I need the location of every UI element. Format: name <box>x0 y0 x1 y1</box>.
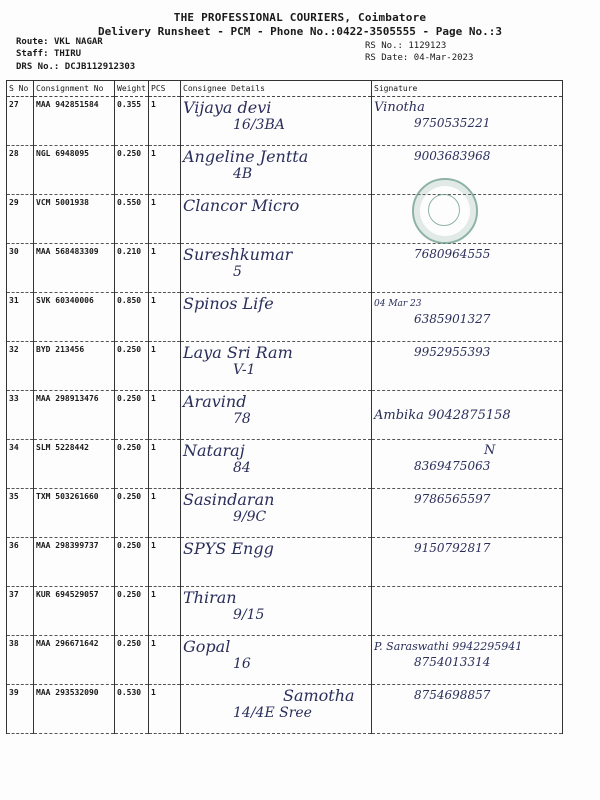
signature-cell <box>372 391 563 440</box>
consignee-name: Spinos Life <box>183 294 274 313</box>
pcs-cell: 1 <box>149 195 181 244</box>
signature-cell <box>372 244 563 293</box>
consignment-cell: MAA 298913476 <box>34 391 115 440</box>
signature-phone: 9750535221 <box>414 116 491 130</box>
consignment-cell: SVK 60340006 <box>34 293 115 342</box>
table-row <box>7 342 563 391</box>
pcs-cell: 1 <box>149 538 181 587</box>
signature-cell <box>372 440 563 489</box>
consignee-cell <box>181 97 372 146</box>
rs-no-line <box>365 41 446 51</box>
sno-cell: 35 <box>7 489 34 538</box>
sno-cell: 34 <box>7 440 34 489</box>
consignment-cell: MAA 298399737 <box>34 538 115 587</box>
col-pcs: PCS <box>149 81 181 97</box>
pcs-cell: 1 <box>149 244 181 293</box>
weight-cell: 0.550 <box>115 195 149 244</box>
pcs-cell: 1 <box>149 97 181 146</box>
signature-cell <box>372 489 563 538</box>
consignee-address: 9/15 <box>233 607 265 623</box>
sno-cell: 29 <box>7 195 34 244</box>
sno-cell: 33 <box>7 391 34 440</box>
table-row <box>7 146 563 195</box>
signature-phone: 9786565597 <box>414 492 491 506</box>
route-line <box>16 37 103 47</box>
consignee-name: Aravind <box>183 392 247 411</box>
table-row <box>7 293 563 342</box>
consignee-name: Samotha <box>283 686 355 705</box>
staff-line <box>16 49 81 59</box>
weight-cell: 0.250 <box>115 636 149 685</box>
sno-cell: 32 <box>7 342 34 391</box>
table-row <box>7 587 563 636</box>
drs-line <box>16 62 135 72</box>
table-header-row <box>7 81 563 97</box>
table-row <box>7 244 563 293</box>
consignment-cell: BYD 213456 <box>34 342 115 391</box>
staff-value: THIRU <box>53 49 82 59</box>
weight-cell: 0.250 <box>115 146 149 195</box>
weight-cell: 0.250 <box>115 391 149 440</box>
table-row <box>7 391 563 440</box>
consignee-cell <box>181 538 372 587</box>
col-signature: Signature <box>372 81 563 97</box>
signature-phone: 9952955393 <box>414 345 491 359</box>
pcs-cell: 1 <box>149 342 181 391</box>
company-seal-stamp <box>412 178 478 244</box>
signature-text: P. Saraswathi 9942295941 <box>374 640 523 653</box>
consignment-cell: NGL 6948095 <box>34 146 115 195</box>
weight-cell: 0.250 <box>115 342 149 391</box>
weight-cell: 0.355 <box>115 97 149 146</box>
rs-no-label: RS No.: <box>365 41 403 51</box>
consignee-address: 4B <box>233 166 253 182</box>
col-consignment: Consignment No <box>34 81 115 97</box>
table-row <box>7 636 563 685</box>
consignment-cell: MAA 296671642 <box>34 636 115 685</box>
sno-cell: 39 <box>7 685 34 734</box>
sno-cell: 28 <box>7 146 34 195</box>
signature-text: Ambika 9042875158 <box>374 408 511 423</box>
table-row <box>7 685 563 734</box>
consignee-address: 9/9C <box>233 509 267 525</box>
route-label: Route: <box>16 37 49 47</box>
signature-phone: 9003683968 <box>414 149 491 163</box>
signature-cell <box>372 97 563 146</box>
table-body <box>7 97 563 734</box>
sno-cell: 37 <box>7 587 34 636</box>
consignee-cell <box>181 489 372 538</box>
table-row <box>7 195 563 244</box>
company-title: THE PROFESSIONAL COURIERS, Coimbatore <box>173 11 427 24</box>
rs-no-value: 1129123 <box>408 41 447 51</box>
consignee-name: Sasindaran <box>183 490 275 509</box>
weight-cell: 0.250 <box>115 489 149 538</box>
rs-date-label: RS Date: <box>365 53 409 63</box>
consignment-cell: TXM 503261660 <box>34 489 115 538</box>
drs-value: DCJB112912303 <box>64 62 136 72</box>
consignee-cell <box>181 636 372 685</box>
signature-cell <box>372 636 563 685</box>
pcs-cell: 1 <box>149 391 181 440</box>
pcs-cell: 1 <box>149 440 181 489</box>
weight-cell: 0.530 <box>115 685 149 734</box>
signature-phone: 7680964555 <box>414 247 491 261</box>
staff-label: Staff: <box>16 49 49 59</box>
weight-cell: 0.250 <box>115 538 149 587</box>
col-sno: S No <box>7 81 34 97</box>
pcs-cell: 1 <box>149 636 181 685</box>
signature-text: Vinotha <box>374 100 425 115</box>
pcs-cell: 1 <box>149 146 181 195</box>
consignee-address: 16/3BA <box>233 117 285 133</box>
consignee-cell <box>181 293 372 342</box>
consignee-name: Sureshkumar <box>183 245 293 264</box>
consignee-cell <box>181 685 372 734</box>
table-row <box>7 538 563 587</box>
consignee-name: Clancor Micro <box>183 196 300 215</box>
consignee-address: 5 <box>233 264 242 280</box>
signature-cell <box>372 293 563 342</box>
consignment-cell: VCM 5001938 <box>34 195 115 244</box>
sno-cell: 38 <box>7 636 34 685</box>
rs-date-value: 04-Mar-2023 <box>413 53 474 63</box>
weight-cell: 0.250 <box>115 587 149 636</box>
consignment-cell: MAA 568483309 <box>34 244 115 293</box>
consignee-cell <box>181 195 372 244</box>
consignee-cell <box>181 440 372 489</box>
table-row <box>7 97 563 146</box>
drs-label: DRS No.: <box>16 62 60 72</box>
consignee-name: Gopal <box>183 637 231 656</box>
pcs-cell: 1 <box>149 587 181 636</box>
consignee-address: 84 <box>233 460 251 476</box>
runsheet-table <box>6 80 563 734</box>
signature-phone: 8369475063 <box>414 459 491 473</box>
consignee-address: 16 <box>233 656 251 672</box>
consignee-name: SPYS Engg <box>183 539 274 558</box>
consignee-address: 14/4E Sree <box>233 705 312 721</box>
consignment-cell: KUR 694529057 <box>34 587 115 636</box>
pcs-cell: 1 <box>149 685 181 734</box>
table-row <box>7 440 563 489</box>
consignment-cell: SLM 5228442 <box>34 440 115 489</box>
weight-cell: 0.250 <box>115 440 149 489</box>
signature-text: 04 Mar 23 <box>374 299 422 309</box>
signature-phone: 6385901327 <box>414 312 491 326</box>
signature-cell <box>372 685 563 734</box>
consignee-address: 78 <box>233 411 251 427</box>
sno-cell: 30 <box>7 244 34 293</box>
consignment-cell: MAA 942851584 <box>34 97 115 146</box>
consignee-cell <box>181 146 372 195</box>
consignment-cell: MAA 293532090 <box>34 685 115 734</box>
consignee-name: Angeline Jentta <box>183 147 309 166</box>
runsheet-subtitle: Delivery Runsheet - PCM - Phone No.:0422-3505555 - Page No.:3 <box>98 25 502 38</box>
weight-cell: 0.210 <box>115 244 149 293</box>
col-consignee: Consignee Details <box>181 81 372 97</box>
consignee-name: Thiran <box>183 588 237 607</box>
sno-cell: 36 <box>7 538 34 587</box>
sno-cell: 31 <box>7 293 34 342</box>
table-row <box>7 489 563 538</box>
pcs-cell: 1 <box>149 489 181 538</box>
consignee-name: Vijaya devi <box>183 98 272 117</box>
consignee-cell <box>181 391 372 440</box>
signature-phone: 8754013314 <box>414 655 491 669</box>
signature-text: N <box>484 443 496 458</box>
consignee-name: Laya Sri Ram <box>183 343 293 362</box>
rs-date-line <box>365 53 473 63</box>
consignee-cell <box>181 587 372 636</box>
consignee-cell <box>181 342 372 391</box>
consignee-name: Nataraj <box>183 441 245 460</box>
signature-phone: 8754698857 <box>414 688 491 702</box>
consignee-address: V-1 <box>233 362 256 378</box>
signature-cell <box>372 342 563 391</box>
signature-cell <box>372 538 563 587</box>
sno-cell: 27 <box>7 97 34 146</box>
col-weight: Weight <box>115 81 149 97</box>
pcs-cell: 1 <box>149 293 181 342</box>
consignee-cell <box>181 244 372 293</box>
route-value: VKL NAGAR <box>53 37 103 47</box>
weight-cell: 0.850 <box>115 293 149 342</box>
signature-phone: 9150792817 <box>414 541 491 555</box>
signature-cell <box>372 587 563 636</box>
